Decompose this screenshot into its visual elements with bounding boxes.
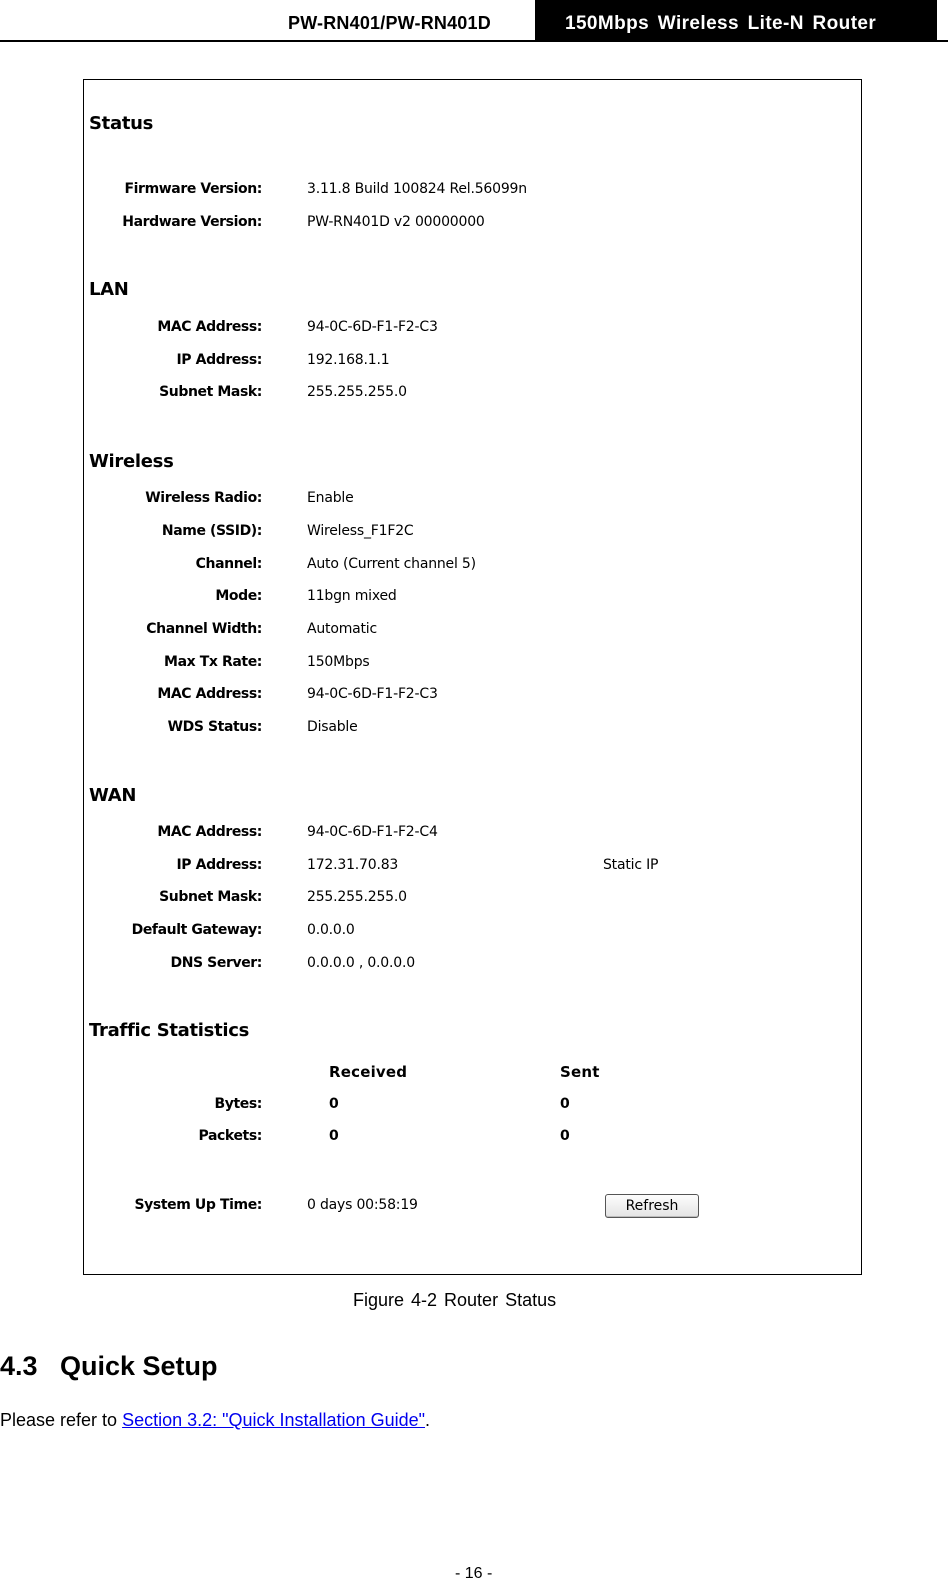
quick-installation-guide-link[interactable]: Section 3.2: "Quick Installation Guide" bbox=[122, 1410, 426, 1430]
row-value: 3.11.8 Build 100824 Rel.56099n bbox=[307, 181, 527, 197]
row-label: Subnet Mask: bbox=[159, 889, 262, 905]
row-wireless-channel bbox=[84, 556, 861, 576]
row-value: Auto (Current channel 5) bbox=[307, 556, 476, 572]
page-number: - 16 - bbox=[455, 1565, 493, 1582]
traffic-header-row bbox=[84, 1063, 861, 1083]
row-label: MAC Address: bbox=[157, 686, 262, 702]
row-value: 94-0C-6D-F1-F2-C3 bbox=[307, 319, 438, 335]
row-label: Firmware Version: bbox=[124, 181, 262, 197]
section-title: Quick Setup bbox=[60, 1351, 218, 1381]
row-wireless-wds-status bbox=[84, 719, 861, 739]
row-wan-gateway bbox=[84, 922, 861, 942]
section-number: 4.3 bbox=[0, 1351, 38, 1381]
row-label: Hardware Version: bbox=[122, 214, 262, 230]
row-label: Mode: bbox=[215, 588, 262, 604]
row-label: WDS Status: bbox=[167, 719, 262, 735]
row-wireless-max-tx-rate bbox=[84, 654, 861, 674]
row-firmware-version bbox=[84, 181, 861, 201]
row-label: Wireless Radio: bbox=[145, 490, 262, 506]
row-wan-dns bbox=[84, 955, 861, 975]
row-value: PW-RN401D v2 00000000 bbox=[307, 214, 485, 230]
row-label: Channel Width: bbox=[146, 621, 262, 637]
row-label: Packets: bbox=[198, 1128, 262, 1144]
row-value: 192.168.1.1 bbox=[307, 352, 390, 368]
row-wireless-channel-width bbox=[84, 621, 861, 641]
row-label: IP Address: bbox=[176, 857, 262, 873]
row-lan-subnet bbox=[84, 384, 861, 404]
row-value: Enable bbox=[307, 490, 354, 506]
section-title-wan: WAN bbox=[89, 785, 137, 806]
row-wan-ip bbox=[84, 857, 861, 877]
section-title-traffic: Traffic Statistics bbox=[89, 1020, 250, 1041]
row-label: DNS Server: bbox=[170, 955, 262, 971]
row-label: Max Tx Rate: bbox=[164, 654, 262, 670]
refresh-button[interactable]: Refresh bbox=[605, 1194, 699, 1218]
row-lan-mac bbox=[84, 319, 861, 339]
row-label: Bytes: bbox=[214, 1096, 262, 1112]
row-value: 255.255.255.0 bbox=[307, 889, 407, 905]
header-rule bbox=[0, 40, 948, 42]
section-title-lan: LAN bbox=[89, 279, 129, 300]
traffic-col-received: Received bbox=[329, 1063, 408, 1081]
row-label: Channel: bbox=[195, 556, 262, 572]
section-heading bbox=[0, 1351, 218, 1382]
row-value: 150Mbps bbox=[307, 654, 370, 670]
packets-sent: 0 bbox=[560, 1128, 570, 1144]
body-paragraph bbox=[0, 1410, 430, 1431]
row-value: 0.0.0.0 bbox=[307, 922, 355, 938]
section-title-wireless: Wireless bbox=[89, 451, 174, 472]
row-label: System Up Time: bbox=[134, 1197, 262, 1213]
row-value: 0 days 00:58:19 bbox=[307, 1197, 418, 1213]
row-lan-ip bbox=[84, 352, 861, 372]
row-value: 0.0.0.0 , 0.0.0.0 bbox=[307, 955, 415, 971]
header-model: PW-RN401/PW-RN401D bbox=[288, 13, 491, 33]
bytes-received: 0 bbox=[329, 1096, 339, 1112]
header-product: 150Mbps Wireless Lite-N Router bbox=[535, 0, 937, 41]
row-value: Wireless_F1F2C bbox=[307, 523, 414, 539]
paragraph-text: Please refer to bbox=[0, 1410, 123, 1430]
row-traffic-packets bbox=[84, 1128, 861, 1148]
row-value: Disable bbox=[307, 719, 358, 735]
row-label: MAC Address: bbox=[157, 824, 262, 840]
packets-received: 0 bbox=[329, 1128, 339, 1144]
row-wireless-mac bbox=[84, 686, 861, 706]
figure-caption: Figure 4-2 Router Status bbox=[353, 1290, 557, 1310]
row-wireless-ssid bbox=[84, 523, 861, 543]
bytes-sent: 0 bbox=[560, 1096, 570, 1112]
wan-connection-type: Static IP bbox=[603, 857, 659, 873]
row-value: 94-0C-6D-F1-F2-C3 bbox=[307, 686, 438, 702]
section-title-status: Status bbox=[89, 113, 154, 134]
row-label: MAC Address: bbox=[157, 319, 262, 335]
row-wan-subnet bbox=[84, 889, 861, 909]
row-wan-mac bbox=[84, 824, 861, 844]
row-wireless-mode bbox=[84, 588, 861, 608]
paragraph-end: . bbox=[425, 1410, 431, 1430]
row-wireless-radio bbox=[84, 490, 861, 510]
row-value: 255.255.255.0 bbox=[307, 384, 407, 400]
row-value: Automatic bbox=[307, 621, 377, 637]
traffic-col-sent: Sent bbox=[560, 1063, 600, 1081]
row-value: 172.31.70.83 bbox=[307, 857, 399, 873]
row-value: 11bgn mixed bbox=[307, 588, 397, 604]
router-status-screenshot bbox=[83, 79, 862, 1275]
row-label: Default Gateway: bbox=[131, 922, 262, 938]
row-hardware-version bbox=[84, 214, 861, 234]
row-traffic-bytes bbox=[84, 1096, 861, 1116]
row-label: Name (SSID): bbox=[161, 523, 262, 539]
row-value: 94-0C-6D-F1-F2-C4 bbox=[307, 824, 438, 840]
row-system-up-time bbox=[84, 1197, 861, 1217]
page-header bbox=[0, 0, 948, 42]
row-label: Subnet Mask: bbox=[159, 384, 262, 400]
row-label: IP Address: bbox=[176, 352, 262, 368]
header-rule-tick bbox=[937, 41, 948, 42]
